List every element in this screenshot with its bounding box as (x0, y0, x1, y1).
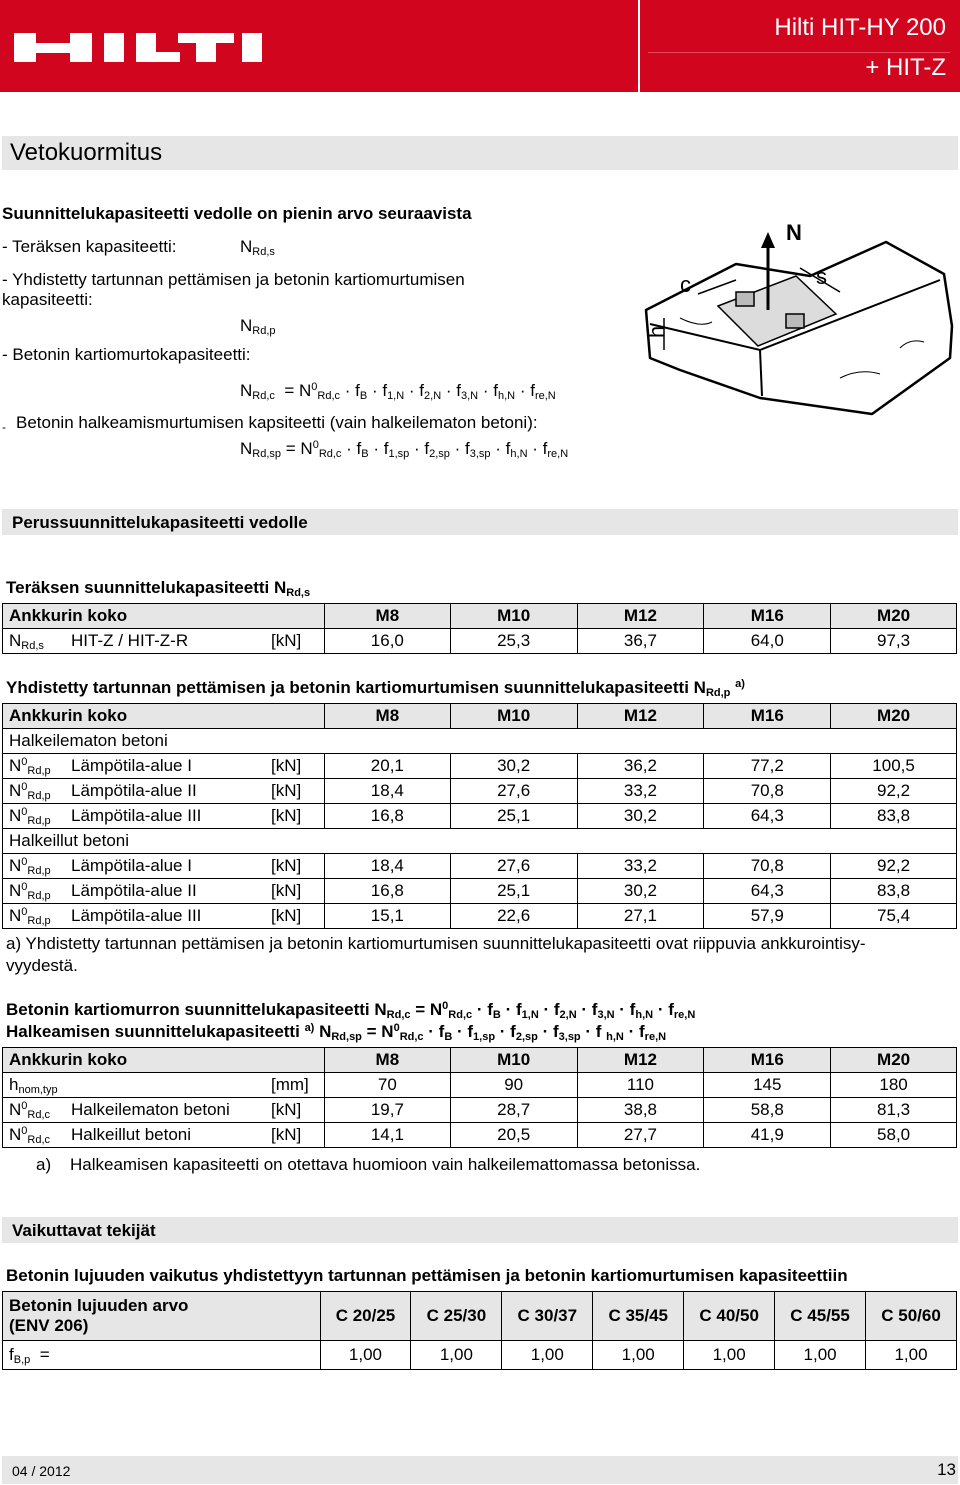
strength-table (2, 1291, 957, 1370)
split-capacity-formula: $N_{Rd,sp} = N^0_{Rd,c} \cdot f_B \cdot f_{1,sp} \cdot f_{2,sp} \cdot f_{3,sp} \cdot f_{h,N} \cdot f_{re,N}$ (240, 439, 569, 460)
header-cell: M20 (831, 1048, 957, 1073)
header-cell: M8 (324, 704, 450, 729)
header-brand-panel (0, 0, 638, 92)
value-cell: 16,8 (324, 804, 450, 829)
header-cell: C 45/55 (775, 1292, 866, 1341)
value-cell: 1,00 (593, 1341, 684, 1370)
row-label: $N_{Rd,s}$ HIT-Z / HIT-Z-R [kN] (3, 629, 325, 654)
table-row (3, 854, 957, 879)
table-row (3, 1073, 957, 1098)
combined-capacity-label-2: kapasiteetti: (2, 290, 93, 309)
diagram-label-n: N (786, 220, 802, 245)
table-row (3, 629, 957, 654)
factors-section-title: Vaikuttavat tekijät (12, 1221, 156, 1240)
diagram-label-c: c (680, 272, 691, 297)
value-cell: 30,2 (577, 879, 704, 904)
value-cell: 25,3 (450, 629, 577, 654)
group-row (3, 729, 957, 754)
intro-heading: Suunnittelukapasiteetti vedolle on pienin arvo seuraavista (2, 204, 472, 223)
value-cell: 41,9 (704, 1123, 831, 1148)
header-cell: M12 (577, 604, 704, 629)
table-row (3, 1123, 957, 1148)
value-cell: 58,0 (831, 1123, 957, 1148)
anchor-diagram (640, 218, 956, 432)
steel-capacity-label: - Teräksen kapasiteetti: (2, 237, 177, 256)
value-cell: 33,2 (577, 779, 704, 804)
header-cell: M20 (831, 604, 957, 629)
combined-footnote-2: vyydestä. (6, 956, 78, 975)
row-label: $N^0_{Rd,p}$ Lämpötila-alue I [kN] (3, 854, 325, 879)
value-cell: 97,3 (831, 629, 957, 654)
value-cell: 92,2 (831, 779, 957, 804)
value-cell: 64,0 (704, 629, 831, 654)
row-label: $h_{nom,typ}$ [mm] (3, 1073, 325, 1098)
value-cell: 16,0 (324, 629, 450, 654)
header-cell: M10 (450, 604, 577, 629)
table-header-row (3, 1048, 957, 1073)
value-cell: 64,3 (704, 879, 831, 904)
value-cell: 57,9 (704, 904, 831, 929)
combined-footnote: a) Yhdistetty tartunnan pettämisen ja betonin kartiomurtumisen suunnittelukapasiteetti ovat riippuvia ankkurointisy- (6, 934, 866, 953)
table-row (3, 804, 957, 829)
row-label: $N^0_{Rd,p}$ Lämpötila-alue II [kN] (3, 879, 325, 904)
product-name: Hilti HIT-HY 200 (774, 14, 946, 41)
row-label: $N^0_{Rd,p}$ Lämpötila-alue II [kN] (3, 779, 325, 804)
cone-table (2, 1047, 957, 1148)
row-label: $N^0_{Rd,p}$ Lämpötila-alue III [kN] (3, 804, 325, 829)
header-cell: Betonin lujuuden arvo (ENV 206) (3, 1292, 321, 1341)
value-cell: 1,00 (684, 1341, 775, 1370)
header-cell: C 35/45 (593, 1292, 684, 1341)
header-cell: C 25/30 (411, 1292, 502, 1341)
value-cell: 25,1 (450, 804, 577, 829)
value-cell: 36,7 (577, 629, 704, 654)
value-cell: 75,4 (831, 904, 957, 929)
value-cell: 20,5 (450, 1123, 577, 1148)
header-cell: M12 (577, 1048, 704, 1073)
split-capacity-label: Betonin halkeamismurtumisen kapsiteetti (vain halkeilematon betoni): (16, 413, 538, 432)
strength-table-title: Betonin lujuuden vaikutus yhdistettyyn tartunnan pettämisen ja betonin kartiomurtumisen kapasiteettiin (6, 1266, 848, 1285)
value-cell: 92,2 (831, 854, 957, 879)
header-cell: C 20/25 (320, 1292, 411, 1341)
value-cell: 20,1 (324, 754, 450, 779)
header-cell: M12 (577, 704, 704, 729)
diagram-label-s: s (816, 264, 827, 289)
value-cell: 16,8 (324, 879, 450, 904)
value-cell: 30,2 (577, 804, 704, 829)
split-dash: - (2, 420, 6, 434)
row-label: $N^0_{Rd,c}$ Halkeilematon betoni [kN] (3, 1098, 325, 1123)
value-cell: 1,00 (320, 1341, 411, 1370)
value-cell: 30,2 (450, 754, 577, 779)
table-row (3, 779, 957, 804)
header-cell: C 40/50 (684, 1292, 775, 1341)
header-cell: C 30/37 (502, 1292, 593, 1341)
value-cell: 58,8 (704, 1098, 831, 1123)
page-number: 13 (937, 1460, 956, 1479)
header-cell: M16 (704, 604, 831, 629)
value-cell: 1,00 (502, 1341, 593, 1370)
value-cell: 90 (450, 1073, 577, 1098)
value-cell: 18,4 (324, 854, 450, 879)
combined-table-title: Yhdistetty tartunnan pettämisen ja betonin kartiomurtumisen suunnittelukapasiteetti $N_{Rd,p}$ $^{a)}$ (6, 678, 745, 699)
value-cell: 15,1 (324, 904, 450, 929)
header-cell: M8 (324, 1048, 450, 1073)
header-cell: M10 (450, 1048, 577, 1073)
value-cell: 25,1 (450, 879, 577, 904)
cone-footnote: Halkeamisen kapasiteetti on otettava huomioon vain halkeilemattomassa betonissa. (70, 1155, 701, 1174)
row-label: $N^0_{Rd,p}$ Lämpötila-alue I [kN] (3, 754, 325, 779)
basic-section-title: Perussuunnittelukapasiteetti vedolle (12, 513, 308, 532)
header-cell: Ankkurin koko (3, 1048, 325, 1073)
hilti-logo (0, 0, 638, 92)
cone-table-title: Betonin kartiomurron suunnittelukapasiteetti $N_{Rd,c} = N^0_{Rd,c} \cdot f_B \cdot f_{1,N} \cdot f_{2,N} \cdot f_{3,N} \cdot f_{h,N} \cdot f_{re,N}$ (6, 1000, 696, 1021)
combined-capacity-symbol: $N_{Rd,p}$ (240, 316, 276, 337)
row-label: $N^0_{Rd,c}$ Halkeillut betoni [kN] (3, 1123, 325, 1148)
header-cell: M16 (704, 1048, 831, 1073)
value-cell: 18,4 (324, 779, 450, 804)
value-cell: 70 (324, 1073, 450, 1098)
page-title: Vetokuormitus (10, 139, 163, 166)
value-cell: 70,8 (704, 854, 831, 879)
cone-capacity-label: - Betonin kartiomurtokapasiteetti: (2, 345, 251, 364)
value-cell: 28,7 (450, 1098, 577, 1123)
header-cell: M16 (704, 704, 831, 729)
footer-bar (2, 1456, 958, 1484)
value-cell: 77,2 (704, 754, 831, 779)
value-cell: 180 (831, 1073, 957, 1098)
value-cell: 14,1 (324, 1123, 450, 1148)
cone-capacity-formula: $N_{Rd,c} = N^0_{Rd,c} \cdot f_B \cdot f_{1,N} \cdot f_{2,N} \cdot f_{3,N} \cdot f_{h,N} \cdot f_{re,N}$ (240, 381, 556, 402)
value-cell: 19,7 (324, 1098, 450, 1123)
diagram-label-h: h (644, 325, 669, 338)
value-cell: 64,3 (704, 804, 831, 829)
cone-footnote-mark: a) (36, 1155, 52, 1174)
value-cell: 27,6 (450, 779, 577, 804)
value-cell: 70,8 (704, 779, 831, 804)
table-row (3, 1341, 957, 1370)
footer-date: 04 / 2012 (12, 1463, 71, 1479)
row-label: $N^0_{Rd,p}$ Lämpötila-alue III [kN] (3, 904, 325, 929)
combined-table (2, 703, 957, 929)
header-cell: M20 (831, 704, 957, 729)
value-cell: 22,6 (450, 904, 577, 929)
header-cell: M10 (450, 704, 577, 729)
value-cell: 27,6 (450, 854, 577, 879)
value-cell: 27,7 (577, 1123, 704, 1148)
table-header-row (3, 604, 957, 629)
table-row (3, 904, 957, 929)
value-cell: 1,00 (411, 1341, 502, 1370)
group-label: Halkeillut betoni (3, 829, 957, 854)
product-variant: + HIT-Z (865, 54, 946, 81)
steel-table (2, 603, 957, 654)
combined-capacity-label: - Yhdistetty tartunnan pettämisen ja betonin kartiomurtumisen (2, 270, 465, 289)
header-cell: Ankkurin koko (3, 604, 325, 629)
table-header-row (3, 704, 957, 729)
value-cell: 83,8 (831, 804, 957, 829)
value-cell: 27,1 (577, 904, 704, 929)
value-cell: 38,8 (577, 1098, 704, 1123)
group-label: Halkeilematon betoni (3, 729, 957, 754)
value-cell: 81,3 (831, 1098, 957, 1123)
header-cell: C 50/60 (866, 1292, 957, 1341)
value-cell: 83,8 (831, 879, 957, 904)
table-row (3, 879, 957, 904)
row-label: $f_{B,p}$ = (3, 1341, 321, 1370)
steel-table-title: Teräksen suunnittelukapasiteetti $N_{Rd,s}$ (6, 578, 311, 599)
split-table-title: Halkeamisen suunnittelukapasiteetti $^{a)}$ $N_{Rd,sp} = N^0_{Rd,c} \cdot f_B \cdot f_{1,sp} \cdot f_{2,sp} \cdot f_{3,sp} \cdot f$ $_{h,N} \cdot f_{re,N}$ (6, 1022, 667, 1043)
steel-capacity-symbol: $N_{Rd,s}$ (240, 237, 275, 258)
table-row (3, 754, 957, 779)
table-row (3, 1098, 957, 1123)
value-cell: 36,2 (577, 754, 704, 779)
value-cell: 110 (577, 1073, 704, 1098)
value-cell: 1,00 (866, 1341, 957, 1370)
value-cell: 145 (704, 1073, 831, 1098)
header-cell: M8 (324, 604, 450, 629)
table-header-row (3, 1292, 957, 1341)
group-row (3, 829, 957, 854)
value-cell: 100,5 (831, 754, 957, 779)
header-cell: Ankkurin koko (3, 704, 325, 729)
value-cell: 33,2 (577, 854, 704, 879)
value-cell: 1,00 (775, 1341, 866, 1370)
